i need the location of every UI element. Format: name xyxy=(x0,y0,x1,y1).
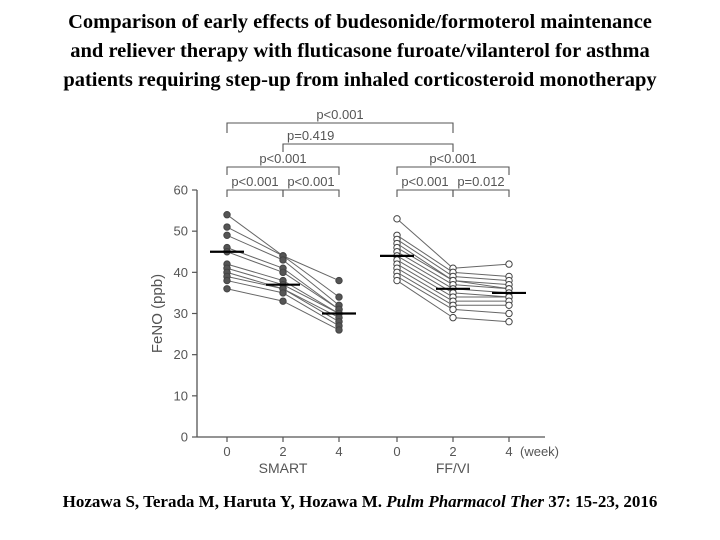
y-tick-label: 20 xyxy=(173,347,188,363)
subject-line xyxy=(397,276,453,309)
significance-label: p=0.012 xyxy=(457,174,505,189)
data-point xyxy=(336,294,342,300)
data-point xyxy=(224,286,230,292)
significance-label: p<0.001 xyxy=(401,174,449,189)
y-tick-label: 0 xyxy=(180,429,188,445)
x-tick-label: 4 xyxy=(505,444,513,459)
significance-bracket xyxy=(227,123,453,133)
x-tick-label: 0 xyxy=(393,444,401,459)
data-point xyxy=(224,277,230,283)
subject-line xyxy=(453,309,509,313)
subject-line xyxy=(397,281,453,318)
data-point xyxy=(506,310,512,316)
subject-line xyxy=(397,264,453,297)
data-point xyxy=(336,327,342,333)
data-point xyxy=(224,212,230,218)
data-point xyxy=(506,302,512,308)
x-tick-label: 0 xyxy=(223,444,231,459)
significance-label: p<0.001 xyxy=(316,107,364,122)
data-point xyxy=(450,306,456,312)
data-point xyxy=(280,257,286,263)
significance-label: p<0.001 xyxy=(429,151,477,166)
data-point xyxy=(506,261,512,267)
y-tick-label: 10 xyxy=(173,388,188,404)
y-axis-title: FeNO (ppb) xyxy=(149,273,166,354)
subject-line xyxy=(397,248,453,281)
subject-line xyxy=(453,281,509,285)
subject-line xyxy=(397,268,453,301)
title-line: patients requiring step-up from inhaled corticosteroid monotherapy xyxy=(63,69,657,91)
x-tick-label: 2 xyxy=(449,444,457,459)
data-point xyxy=(506,319,512,325)
x-tick-label: 2 xyxy=(279,444,287,459)
data-point xyxy=(394,277,400,283)
data-point xyxy=(336,277,342,283)
significance-label: p<0.001 xyxy=(231,174,279,189)
data-point xyxy=(224,224,230,230)
subject-line xyxy=(397,239,453,276)
significance-bracket xyxy=(453,190,509,197)
data-point xyxy=(280,290,286,296)
y-tick-label: 40 xyxy=(173,264,188,280)
significance-bracket xyxy=(283,190,339,197)
data-point xyxy=(224,232,230,238)
significance-label: p=0.419 xyxy=(287,128,335,143)
subject-line xyxy=(453,318,509,322)
group-label: SMART xyxy=(258,460,308,476)
y-tick-label: 30 xyxy=(173,306,188,321)
significance-label: p<0.001 xyxy=(259,151,307,166)
title-line: and reliever therapy with fluticasone furoate/vilanterol for asthma xyxy=(70,40,650,62)
data-point xyxy=(450,314,456,320)
significance-label: p<0.001 xyxy=(287,174,335,189)
subject-line xyxy=(453,272,509,276)
title-line: Comparison of early effects of budesonide/formoterol maintenance xyxy=(68,11,652,33)
significance-bracket xyxy=(227,190,283,197)
subject-line xyxy=(453,264,509,268)
group-label: FF/VI xyxy=(435,460,471,476)
significance-bracket xyxy=(397,190,453,197)
citation-journal: Pulm Pharmacol Ther xyxy=(386,492,545,511)
subject-line xyxy=(227,235,283,260)
y-tick-label: 50 xyxy=(173,223,188,239)
citation-authors: Hozawa S, Terada M, Haruta Y, Hozawa M. xyxy=(62,492,387,511)
data-point xyxy=(280,269,286,275)
subject-line xyxy=(227,215,283,256)
subject-line xyxy=(453,276,509,280)
subject-line xyxy=(283,260,339,305)
y-tick-label: 60 xyxy=(173,182,188,198)
subject-line xyxy=(227,252,283,273)
subject-line xyxy=(453,281,509,289)
subject-line xyxy=(397,235,453,272)
subject-line xyxy=(397,244,453,281)
citation-ref: 37: 15-23, 2016 xyxy=(544,492,658,511)
data-point xyxy=(394,216,400,222)
citation xyxy=(0,492,720,512)
x-tick-label: 4 xyxy=(335,444,343,459)
significance-bracket xyxy=(283,144,453,152)
x-unit-label: (week) xyxy=(520,444,560,459)
data-point xyxy=(280,298,286,304)
